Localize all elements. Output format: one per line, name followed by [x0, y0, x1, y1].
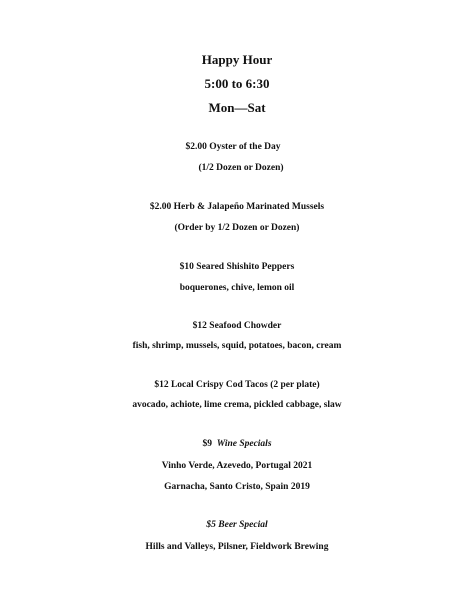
- wine-label: Wine Specials: [216, 439, 272, 449]
- item-mussels-title: $2.00 Herb & Jalapeño Marinated Mussels: [149, 202, 325, 212]
- wine-price: $9: [202, 439, 212, 449]
- beer-special-heading: $5 Beer Special: [206, 520, 268, 530]
- wine-item: Garnacha, Santo Cristo, Spain 2019: [164, 482, 310, 492]
- beer-item: Hills and Valleys, Pilsner, Fieldwork Brewing: [145, 542, 329, 552]
- happy-hour-days: Mon—Sat: [208, 100, 266, 115]
- item-chowder-detail: fish, shrimp, mussels, squid, potatoes, bacon, cream: [132, 341, 342, 351]
- item-oyster-detail: (1/2 Dozen or Dozen): [198, 163, 284, 173]
- happy-hour-time: 5:00 to 6:30: [204, 76, 270, 91]
- wine-item: Vinho Verde, Azevedo, Portugal 2021: [161, 461, 313, 471]
- item-shishito-detail: boquerones, chive, lemon oil: [179, 283, 295, 293]
- item-chowder-title: $12 Seafood Chowder: [192, 321, 282, 331]
- item-mussels-detail: (Order by 1/2 Dozen or Dozen): [174, 223, 300, 233]
- wine-specials-heading: [0, 439, 474, 449]
- item-shishito-title: $10 Seared Shishito Peppers: [179, 262, 295, 272]
- item-oyster-title: $2.00 Oyster of the Day: [185, 142, 281, 152]
- menu-title: Happy Hour: [201, 52, 273, 67]
- item-tacos-title: $12 Local Crispy Cod Tacos (2 per plate): [154, 380, 320, 390]
- item-tacos-detail: avocado, achiote, lime crema, pickled cabbage, slaw: [132, 400, 342, 410]
